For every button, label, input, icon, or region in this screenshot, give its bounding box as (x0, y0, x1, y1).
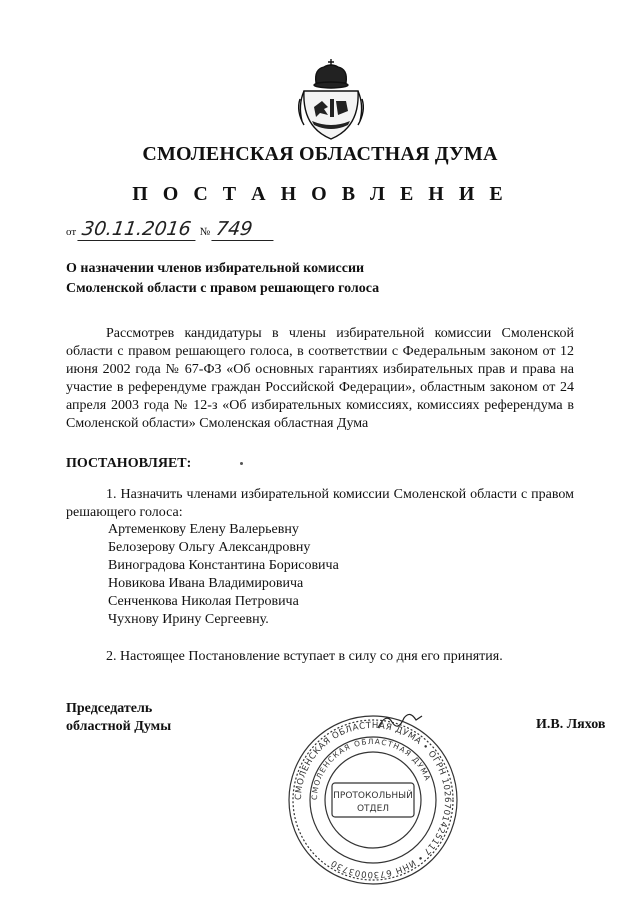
seal-center-line-1: ПРОТОКОЛЬНЫЙ (333, 791, 413, 801)
document-type-title: П О С Т А Н О В Л Е Н И Е (132, 183, 508, 205)
list-item: Чухнову Ирину Сергеевну. (108, 612, 269, 627)
preamble-paragraph: Рассмотрев кандидатуры в члены избирательной комиссии Смоленской области с правом решающего голоса, в соответствии с Федеральным законом от 12 июня 2002 года № 67-ФЗ «Об основных гарантиях избирательных прав и права на участие в референдуме граждан Российской Федерации», областным законом от 24 апреля 2003 года № 12-з «Об избирательных комиссиях, комиссиях референдума в Смоленской области» Смоленская областная Дума (66, 326, 574, 431)
handwritten-signature (376, 708, 424, 734)
document-reference (66, 218, 275, 241)
list-item: Виноградова Константина Борисовича (108, 558, 339, 573)
subject-line-2: Смоленской области с правом решающего голоса (66, 281, 380, 296)
chairman-title-line-2: областной Думы (66, 719, 172, 734)
subject-line-1: О назначении членов избирательной комиссии (66, 261, 365, 276)
chairman-title (66, 700, 171, 736)
list-item: Белозерову Ольгу Александровну (108, 540, 311, 555)
resolution-heading: ПОСТАНОВЛЯЕТ: (66, 456, 192, 471)
number-label: № (199, 226, 211, 238)
document-subject (66, 259, 486, 299)
resolution-item-1: 1. Назначить членами избирательной комиссии Смоленской области с правом решающего голоса: (66, 487, 574, 520)
date-label: от (66, 226, 77, 238)
official-seal (286, 713, 460, 887)
signer-name: И.В. Ляхов (536, 717, 606, 732)
document-date: 30.11.2016 (77, 218, 198, 241)
list-item: Новикова Ивана Владимировича (108, 576, 304, 591)
resolution-item-2: 2. Настоящее Постановление вступает в силу со дня его принятия. (106, 649, 503, 664)
members-list (108, 521, 339, 629)
scan-speck (240, 462, 243, 465)
chairman-title-line-1: Председатель (66, 701, 153, 716)
document-number: 749 (211, 218, 276, 241)
seal-center-line-2: ОТДЕЛ (356, 804, 390, 814)
seal-outer-text: СМОЛЕНСКАЯ ОБЛАСТНАЯ ДУМА • ОГРН 1026701425117 • ИНН 6730003730 (293, 720, 453, 880)
list-item: Артеменкову Елену Валерьевну (108, 522, 299, 537)
organization-title: СМОЛЕНСКАЯ ОБЛАСТНАЯ ДУМА (142, 143, 498, 165)
seal-inner-text: СМОЛЕНСКАЯ ОБЛАСТНАЯ ДУМА (309, 736, 433, 801)
coat-of-arms-icon (294, 55, 368, 143)
list-item: Сенченкова Николая Петровича (108, 594, 299, 609)
